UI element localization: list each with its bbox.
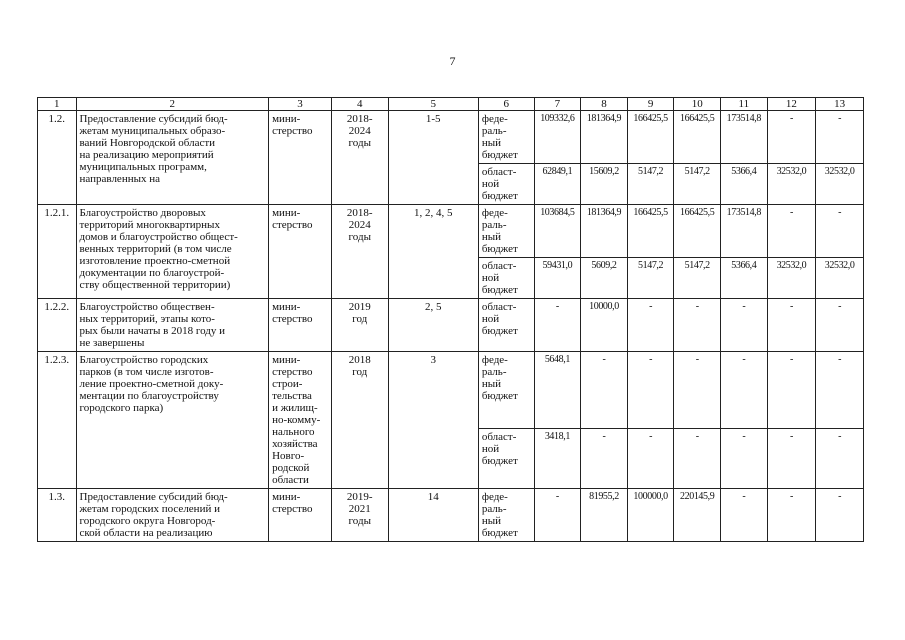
table-row [38,489,864,542]
column-header-4: 4 [331,98,388,111]
funding-source: феде- раль- ный бюджет [478,352,534,429]
table-row [38,299,864,352]
funding-amount: 166425,5 [674,111,721,164]
funding-amount: - [816,111,864,164]
funding-amount: - [721,429,768,489]
funding-amount: 109332,6 [534,111,581,164]
funding-amount: - [534,489,581,542]
column-header-7: 7 [534,98,581,111]
funding-amount: 181364,9 [581,111,628,164]
funding-amount: 5366,4 [721,258,768,299]
funding-amount: 166425,5 [674,205,721,258]
measure-number: 1.2.3. [38,352,77,489]
funding-amount: - [627,299,674,352]
table-row [38,205,864,258]
funding-amount: - [816,205,864,258]
funding-amount: 166425,5 [627,111,674,164]
funding-amount: - [816,429,864,489]
column-header-2: 2 [76,98,269,111]
measure-target-indicators: 1-5 [388,111,478,205]
column-header-12: 12 [767,98,816,111]
funding-amount: 173514,8 [721,111,768,164]
measure-name: Предоставление субсидий бюд- жетам муниципальных образо- ваний Новгородской области на реализацию мероприятий муниципальных программ, направленных на [76,111,269,205]
funding-amount: - [581,352,628,429]
column-header-5: 5 [388,98,478,111]
table-body [38,111,864,542]
program-measures-table [37,97,864,542]
funding-amount: 220145,9 [674,489,721,542]
funding-amount: 5147,2 [674,164,721,205]
funding-amount: 5147,2 [627,164,674,205]
column-header-10: 10 [674,98,721,111]
column-header-3: 3 [269,98,332,111]
column-header-6: 6 [478,98,534,111]
funding-amount: 32532,0 [767,258,816,299]
funding-amount: - [674,299,721,352]
funding-amount: - [581,429,628,489]
measure-executor: мини- стерство [269,205,332,299]
funding-amount: - [721,299,768,352]
table-row [38,352,864,429]
measure-executor: мини- стерство [269,489,332,542]
funding-amount: 173514,8 [721,205,768,258]
measure-number: 1.2. [38,111,77,205]
measure-number: 1.2.1. [38,205,77,299]
funding-amount: 15609,2 [581,164,628,205]
measure-name: Благоустройство городских парков (в том числе изготов- ление проектно-сметной доку- ментации по благоустройству городского парка) [76,352,269,489]
funding-amount: 103684,5 [534,205,581,258]
measure-period: 2019 год [331,299,388,352]
measure-number: 1.2.2. [38,299,77,352]
measure-period: 2018- 2024 годы [331,205,388,299]
funding-amount: 5366,4 [721,164,768,205]
funding-amount: - [816,352,864,429]
measure-target-indicators: 3 [388,352,478,489]
funding-source: област- ной бюджет [478,299,534,352]
funding-source: феде- раль- ный бюджет [478,489,534,542]
funding-amount: - [767,352,816,429]
funding-source: област- ной бюджет [478,429,534,489]
column-header-11: 11 [721,98,768,111]
funding-source: феде- раль- ный бюджет [478,111,534,164]
funding-amount: 62849,1 [534,164,581,205]
measure-period: 2018- 2024 годы [331,111,388,205]
measure-period: 2018 год [331,352,388,489]
funding-amount: 81955,2 [581,489,628,542]
funding-amount: - [721,489,768,542]
measure-target-indicators: 14 [388,489,478,542]
column-header-1: 1 [38,98,77,111]
measure-name: Благоустройство обществен- ных территорий, этапы кото- рых были начаты в 2018 году и не завершены [76,299,269,352]
funding-source: област- ной бюджет [478,258,534,299]
column-header-8: 8 [581,98,628,111]
measure-executor: мини- стерство [269,111,332,205]
funding-amount: - [721,352,768,429]
measure-number: 1.3. [38,489,77,542]
funding-amount: 5609,2 [581,258,628,299]
column-header-9: 9 [627,98,674,111]
funding-amount: - [674,352,721,429]
funding-amount: 32532,0 [816,164,864,205]
funding-amount: 100000,0 [627,489,674,542]
table-header-row [38,98,864,111]
funding-amount: - [767,299,816,352]
measure-name: Благоустройство дворовых территорий многоквартирных домов и благоустройство общест- венных территорий (в том числе изготовление проектно-сметной документации по благоустрой- ству общественной территории) [76,205,269,299]
column-header-13: 13 [816,98,864,111]
funding-amount: - [674,429,721,489]
page-number: 7 [449,54,456,68]
funding-amount: - [767,205,816,258]
table-row [38,111,864,164]
funding-amount: - [534,299,581,352]
funding-amount: 5147,2 [627,258,674,299]
measure-name: Предоставление субсидий бюд- жетам городских поселений и городского округа Новгород- ской области на реализацию [76,489,269,542]
funding-source: феде- раль- ный бюджет [478,205,534,258]
funding-amount: - [767,489,816,542]
funding-amount: 166425,5 [627,205,674,258]
funding-amount: 181364,9 [581,205,628,258]
funding-amount: 5648,1 [534,352,581,429]
funding-amount: - [816,489,864,542]
funding-amount: - [767,111,816,164]
measure-executor: мини- стерство [269,299,332,352]
funding-amount: 5147,2 [674,258,721,299]
funding-amount: - [627,429,674,489]
funding-amount: 10000,0 [581,299,628,352]
measure-executor: мини- стерство строи- тельства и жилищ- но-комму- нального хозяйства Новго- родской области [269,352,332,489]
measure-target-indicators: 1, 2, 4, 5 [388,205,478,299]
funding-amount: - [816,299,864,352]
funding-amount: 32532,0 [767,164,816,205]
funding-amount: 3418,1 [534,429,581,489]
funding-amount: - [767,429,816,489]
funding-amount: 32532,0 [816,258,864,299]
funding-amount: 59431,0 [534,258,581,299]
funding-source: област- ной бюджет [478,164,534,205]
funding-amount: - [627,352,674,429]
measure-period: 2019- 2021 годы [331,489,388,542]
measure-target-indicators: 2, 5 [388,299,478,352]
